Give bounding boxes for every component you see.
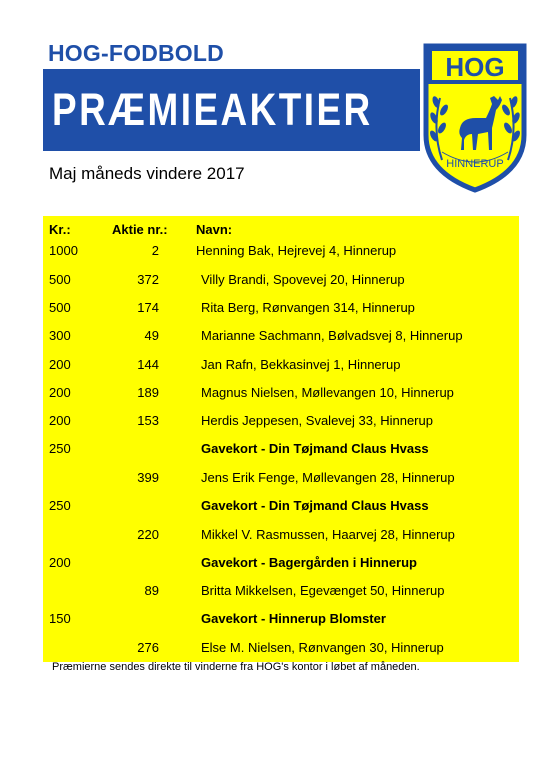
column-header-navn: Navn:: [196, 222, 233, 237]
cell-aktie: 144: [137, 357, 159, 372]
cell-navn: Magnus Nielsen, Møllevangen 10, Hinnerup: [201, 385, 454, 400]
cell-aktie: 399: [137, 470, 159, 485]
cell-aktie: 189: [137, 385, 159, 400]
cell-navn: Jens Erik Fenge, Møllevangen 28, Hinnerup: [201, 470, 455, 485]
cell-navn: Herdis Jeppesen, Svalevej 33, Hinnerup: [201, 413, 433, 428]
column-header-aktie: Aktie nr.:: [112, 222, 168, 237]
cell-kr: 200: [49, 357, 71, 372]
cell-navn: Mikkel V. Rasmussen, Haarvej 28, Hinnerup: [201, 527, 455, 542]
club-name: HOG-FODBOLD: [48, 40, 224, 66]
cell-prize: Gavekort - Hinnerup Blomster: [201, 611, 386, 626]
cell-aktie: 89: [144, 583, 159, 598]
cell-navn: Marianne Sachmann, Bølvadsvej 8, Hinnerup: [201, 328, 463, 343]
cell-navn: Jan Rafn, Bekkasinvej 1, Hinnerup: [201, 357, 401, 372]
column-header-kr: Kr.:: [49, 222, 71, 237]
cell-aktie: 276: [137, 640, 159, 655]
cell-kr: 500: [49, 272, 71, 287]
cell-kr: 500: [49, 300, 71, 315]
cell-aktie: 372: [137, 272, 159, 287]
cell-prize: Gavekort - Din Tøjmand Claus Hvass: [201, 498, 429, 513]
cell-aktie: 220: [137, 527, 159, 542]
logo-top-text: HOG: [445, 52, 505, 82]
cell-kr: 1000: [49, 243, 78, 258]
cell-aktie: 2: [151, 243, 159, 258]
cell-navn: Henning Bak, Hejrevej 4, Hinnerup: [196, 243, 397, 258]
cell-prize: Gavekort - Din Tøjmand Claus Hvass: [201, 441, 429, 456]
page-subtitle: Maj måneds vindere 2017: [49, 164, 245, 183]
cell-kr: 250: [49, 498, 71, 513]
cell-kr: 200: [49, 413, 71, 428]
cell-navn: Britta Mikkelsen, Egevænget 50, Hinnerup: [201, 583, 445, 598]
cell-navn: Else M. Nielsen, Rønvangen 30, Hinnerup: [201, 640, 444, 655]
cell-aktie: 174: [137, 300, 159, 315]
cell-prize: Gavekort - Bagergården i Hinnerup: [201, 555, 417, 570]
footer-note: Præmierne sendes direkte til vinderne fra HOG's kontor i løbet af måneden.: [52, 661, 420, 673]
cell-navn: Rita Berg, Rønvangen 314, Hinnerup: [201, 300, 415, 315]
cell-kr: 300: [49, 328, 71, 343]
cell-aktie: 49: [144, 328, 159, 343]
deer-emblem-icon: [420, 40, 530, 195]
cell-aktie: 153: [137, 413, 159, 428]
cell-kr: 200: [49, 555, 71, 570]
cell-kr: 200: [49, 385, 71, 400]
cell-kr: 250: [49, 441, 71, 456]
cell-kr: 150: [49, 611, 71, 626]
page-title: PRÆMIEAKTIER: [52, 84, 373, 135]
logo-bottom-text: HINNERUP: [446, 158, 504, 170]
cell-navn: Villy Brandi, Spovevej 20, Hinnerup: [201, 272, 405, 287]
